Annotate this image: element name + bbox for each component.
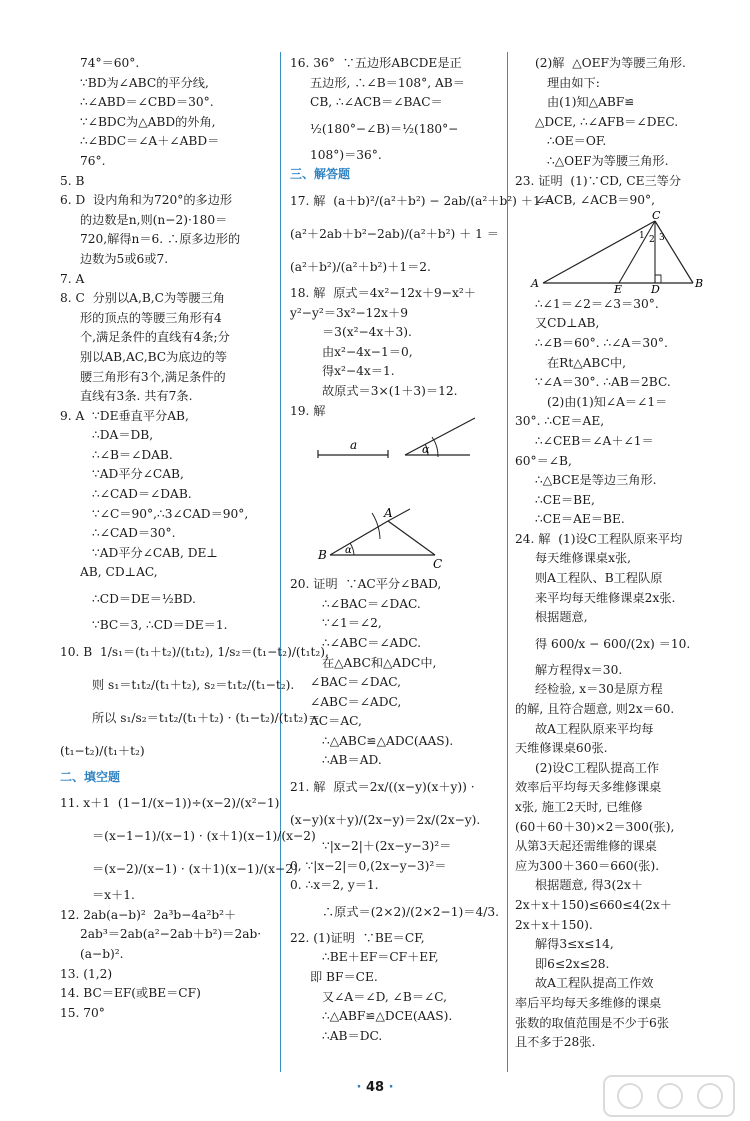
text-line: ∴∠ABC＝∠ADC.: [322, 635, 422, 650]
text-line: 的解, 且符合题意, 则2x＝60.: [515, 702, 675, 717]
point-a: A: [531, 276, 539, 290]
answer-7: 7. A: [60, 271, 85, 286]
text-line: 经检验, x＝30是原方程: [535, 682, 663, 697]
text-line: 720,解得n＝6. ∴原多边形的: [80, 232, 241, 247]
answer-16: 16. 36° ∵五边形ABCDE是正: [290, 56, 462, 70]
text-line: 解得3≤x≤14,: [535, 937, 614, 952]
page-number-dot: ·: [388, 1080, 394, 1095]
text-line: 故A工程队提高工作效: [535, 976, 654, 991]
text-line: ∴△BCE是等边三角形.: [535, 473, 657, 488]
text-line: 则A工程队、B工程队原: [535, 571, 663, 586]
text-line: ∴CD＝DE＝½BD.: [92, 592, 196, 607]
text-line: 108°)＝36°.: [310, 147, 382, 162]
point-b: B: [318, 548, 327, 563]
page-number-value: 48: [365, 1080, 385, 1095]
text-line: 2x＋x＋150).: [515, 917, 593, 932]
text-line: ∴∠1＝∠2＝∠3＝30°.: [535, 296, 659, 311]
text-line: ∴AB＝AD.: [322, 753, 382, 768]
text-line: ∴OE＝OF.: [547, 134, 607, 149]
text-line: 边数为5或6或7.: [80, 251, 169, 266]
text-line: 五边形, ∴∠B＝108°, AB＝: [310, 75, 465, 90]
text-line: ∵|x−2|＋(2x−y−3)²＝: [322, 839, 452, 854]
text-line: ∠BAC＝∠DAC,: [310, 675, 402, 690]
text-line: ∵AD平分∠CAB, DE⊥: [92, 545, 218, 560]
point-d: D: [651, 282, 660, 296]
text-line: ＝(x−1−1)/(x−1) · (x＋1)(x−1)/(x−2): [92, 829, 316, 844]
answer-17: 17. 解 (a＋b)²/(a²＋b²) − 2ab/(a²＋b²) ＋1＝: [290, 193, 553, 208]
text-line: ∴∠CAD＝∠DAB.: [92, 487, 192, 502]
text-line: ∴∠B＝60°. ∴∠A＝30°.: [535, 335, 668, 350]
text-line: ∵∠BDC为△ABD的外角,: [80, 114, 216, 129]
text-line: 从第3天起还需维修的课桌: [515, 839, 657, 854]
text-line: x张, 施工2天时, 已维修: [515, 800, 643, 814]
text-line: 直线有3条. 共有7条.: [80, 389, 193, 404]
section-heading-fill-in: 二、填空题: [60, 769, 121, 784]
text-line: 根据题意,: [535, 610, 588, 625]
text-line: (a−b)².: [80, 947, 124, 961]
text-line: 解方程得x＝30.: [535, 662, 623, 677]
answer-19: 19. 解: [290, 403, 326, 418]
text-line: ∵∠C＝90°,∴3∠CAD＝90°,: [92, 506, 249, 521]
text-line: 30°. ∴CE＝AE,: [515, 414, 605, 429]
text-line: 效率后平均每天多维修课桌: [515, 780, 662, 795]
text-line: ∴△ABF≌△DCE(AAS).: [322, 1009, 453, 1024]
text-line: (60＋60＋30)×2＝300(张),: [515, 819, 675, 834]
text-line: 故原式＝3×(1＋3)＝12.: [322, 383, 458, 398]
answer-8: 8. C 分别以A,B,C为等腰三角: [60, 291, 225, 306]
text-line: 腰三角形有3个,满足条件的: [80, 369, 226, 384]
text-line: ½(180°−∠B)＝½(180°−: [310, 121, 459, 136]
text-line: ∴CE＝AE＝BE.: [535, 512, 625, 527]
text-line: ∠ACB, ∠ACB＝90°,: [535, 193, 656, 208]
text-line: 别以AB,AC,BC为底边的等: [80, 349, 228, 364]
triangle-side-ac: [388, 521, 435, 555]
answer-12: 12. 2ab(a−b)² 2a³b−4a²b²＋: [60, 907, 237, 922]
label-alpha: α: [345, 545, 352, 557]
text-line: ∴AB＝DC.: [322, 1028, 383, 1043]
text-line: ∵AD平分∠CAB,: [92, 467, 184, 482]
text-line: ∴原式＝(2×2)/(2×2−1)＝4/3.: [322, 904, 499, 919]
text-line: 在△ABC和△ADC中,: [322, 655, 437, 670]
answer-14: 14. BC＝EF(或BE＝CF): [60, 986, 201, 1001]
point-e: E: [614, 282, 623, 296]
text-line: 天维修课桌60张.: [515, 741, 608, 756]
text-line: 理由如下:: [547, 75, 600, 90]
text-line: 即6≤2x≤28.: [535, 956, 610, 971]
point-a: A: [384, 506, 393, 521]
text-line: CB, ∴∠ACB＝∠BAC＝: [310, 95, 443, 110]
text-line: 又CD⊥AB,: [535, 316, 600, 331]
text-line: 0. ∴x＝2, y＝1.: [290, 878, 379, 893]
point-c: C: [652, 208, 661, 222]
text-line: 来平均每天维修课桌2x张.: [535, 590, 676, 605]
side-bc: [655, 221, 693, 283]
text-line: y²−y²＝3x²−12x＋9: [290, 305, 408, 320]
text-line: 个,满足条件的直线有4条;分: [80, 330, 230, 345]
text-line: 0, ∵|x−2|＝0,(2x−y−3)²＝: [290, 858, 447, 873]
right-angle-mark: [655, 275, 661, 283]
text-line: 应为300＋360＝660(张).: [515, 858, 660, 873]
page-number-dot: ·: [356, 1080, 362, 1095]
text-line: (2)由(1)知∠A＝∠1＝: [547, 394, 668, 409]
text-line: ∵BD为∠ABC的平分线,: [80, 75, 209, 90]
text-line: 由x²−4x−1＝0,: [322, 344, 413, 359]
text-line: ∴CE＝BE,: [535, 492, 595, 507]
answer-11: 11. x＋1 (1−1/(x−1))÷(x−2)/(x²−1): [60, 796, 280, 811]
text-line: 60°＝∠B,: [515, 453, 572, 468]
text-line: ＝3(x²−4x＋3).: [322, 325, 412, 340]
text-line: 得 600/x − 600/(2x) ＝10.: [535, 636, 691, 651]
text-line: 率后平均每天多维修的课桌: [515, 995, 662, 1010]
text-line: 每天维修课桌x张,: [535, 551, 632, 566]
text-line: ∴△OEF为等腰三角形.: [547, 153, 669, 168]
answer-5: 5. B: [60, 173, 85, 188]
text-line: ∴∠BDC＝∠A＋∠ABD＝: [80, 134, 220, 149]
answer-22: 22. (1)证明 ∵BE＝CF,: [290, 930, 425, 945]
text-line: 由(1)知△ABF≌: [547, 95, 635, 110]
text-line: 2ab³＝2ab(a²−2ab＋b²)＝2ab·: [80, 927, 262, 942]
text-line: ＝(x−2)/(x−1) · (x＋1)(x−1)/(x−2): [92, 862, 298, 877]
text-line: ∴DA＝DB,: [92, 428, 154, 443]
text-line: 所以 s₁/s₂＝t₁t₂/(t₁＋t₂) · (t₁−t₂)/(t₁t₂)＝: [92, 710, 321, 725]
text-line: △DCE, ∴∠AFB＝∠DEC.: [535, 114, 679, 129]
text-line: ∠ABC＝∠ADC,: [310, 694, 402, 709]
text-line: AC＝AC,: [310, 714, 362, 729]
figure-19-construction: [290, 423, 490, 573]
text-line: ＝x＋1.: [92, 888, 135, 903]
figure-23-triangle: [515, 208, 715, 296]
text-line: 故A工程队原来平均每: [535, 721, 654, 736]
column-divider-1: [280, 52, 281, 1072]
answer-6: 6. D 设内角和为720°的多边形: [60, 193, 233, 208]
text-line: (t₁−t₂)/(t₁＋t₂): [60, 743, 145, 758]
text-line: ∵∠1＝∠2,: [322, 616, 382, 631]
point-c: C: [433, 557, 443, 572]
angle-1-label: 1: [639, 230, 645, 241]
column-3: [515, 54, 720, 1053]
text-line: 又∠A＝∠D, ∠B＝∠C,: [322, 989, 448, 1004]
text-line: ∴∠B＝∠DAB.: [92, 447, 173, 462]
triangle-side-ba: [330, 521, 388, 555]
text-line: 根据题意, 得3(2x＋: [535, 878, 644, 893]
text-line: ∵BC＝3, ∴CD＝DE＝1.: [92, 618, 228, 633]
answer-13: 13. (1,2): [60, 966, 113, 981]
answer-15: 15. 70°: [60, 1005, 105, 1020]
text-line: 2x＋x＋150)≤660≤4(2x＋: [515, 897, 672, 912]
answer-9: 9. A ∵DE垂直平分AB,: [60, 408, 189, 423]
answer-10: 10. B 1/s₁＝(t₁＋t₂)/(t₁t₂), 1/s₂＝(t₁−t₂)/(t₁t₂),: [60, 644, 329, 659]
label-a: a: [350, 438, 358, 453]
answer-24: 24. 解 (1)设C工程队原来平均: [515, 531, 683, 546]
text-line: ∵∠A＝30°. ∴AB＝2BC.: [535, 375, 671, 390]
text-line: ∴∠CEB＝∠A＋∠1＝: [535, 433, 654, 448]
text-line: 张数的取值范围是不少于6张: [515, 1015, 670, 1030]
text-line: 得x²−4x＝1.: [322, 364, 395, 379]
text-line: 74°＝60°.: [80, 56, 140, 70]
angle-2-label: 2: [649, 234, 655, 245]
text-line: (a²＋2ab＋b²−2ab)/(a²＋b²) ＋ 1 ＝: [290, 226, 499, 241]
watermark-stamp-icon: [600, 1070, 740, 1120]
text-line: AB, CD⊥AC,: [80, 565, 158, 580]
text-line: 形的顶点的等腰三角形有4: [80, 310, 222, 325]
text-line: (a²＋b²)/(a²＋b²)＋1＝2.: [290, 259, 431, 274]
text-line: 的边数是n,则(n−2)·180＝: [80, 212, 228, 227]
text-line: (x−y)(x＋y)/(2x−y)＝2x/(2x−y).: [290, 813, 481, 828]
text-line: 且不多于28张.: [515, 1035, 596, 1050]
text-line: 则 s₁＝t₁t₂/(t₁＋t₂), s₂＝t₁t₂/(t₁−t₂).: [92, 677, 295, 692]
text-line: (2)设C工程队提高工作: [535, 760, 660, 775]
section-heading-solutions: 三、解答题: [290, 167, 351, 182]
answer-20: 20. 证明 ∵AC平分∠BAD,: [290, 577, 442, 592]
text-line: ∴△ABC≌△ADC(AAS).: [322, 733, 454, 748]
text-line: 即 BF＝CE.: [310, 970, 378, 985]
text-line: ∴∠BAC＝∠DAC.: [322, 596, 421, 611]
answer-18: 18. 解 原式＝4x²−12x＋9−x²＋: [290, 285, 476, 300]
text-line: 76°.: [80, 153, 106, 168]
text-line: 在Rt△ABC中,: [547, 355, 627, 370]
text-line: ∴∠CAD＝30°.: [92, 526, 176, 541]
text-line: (2)解 △OEF为等腰三角形.: [535, 56, 686, 70]
answer-21: 21. 解 原式＝2x/((x−y)(x＋y)) ·: [290, 780, 475, 795]
text-line: ∴∠ABD＝∠CBD＝30°.: [80, 95, 214, 110]
angle-arm-line: [405, 418, 475, 455]
answer-23: 23. 证明 (1)∵CD, CE三等分: [515, 173, 682, 188]
label-alpha: α: [422, 443, 430, 457]
angle-3-label: 3: [659, 232, 665, 243]
text-line: ∴BE＋EF＝CF＋EF,: [322, 950, 439, 965]
point-b: B: [695, 276, 704, 290]
